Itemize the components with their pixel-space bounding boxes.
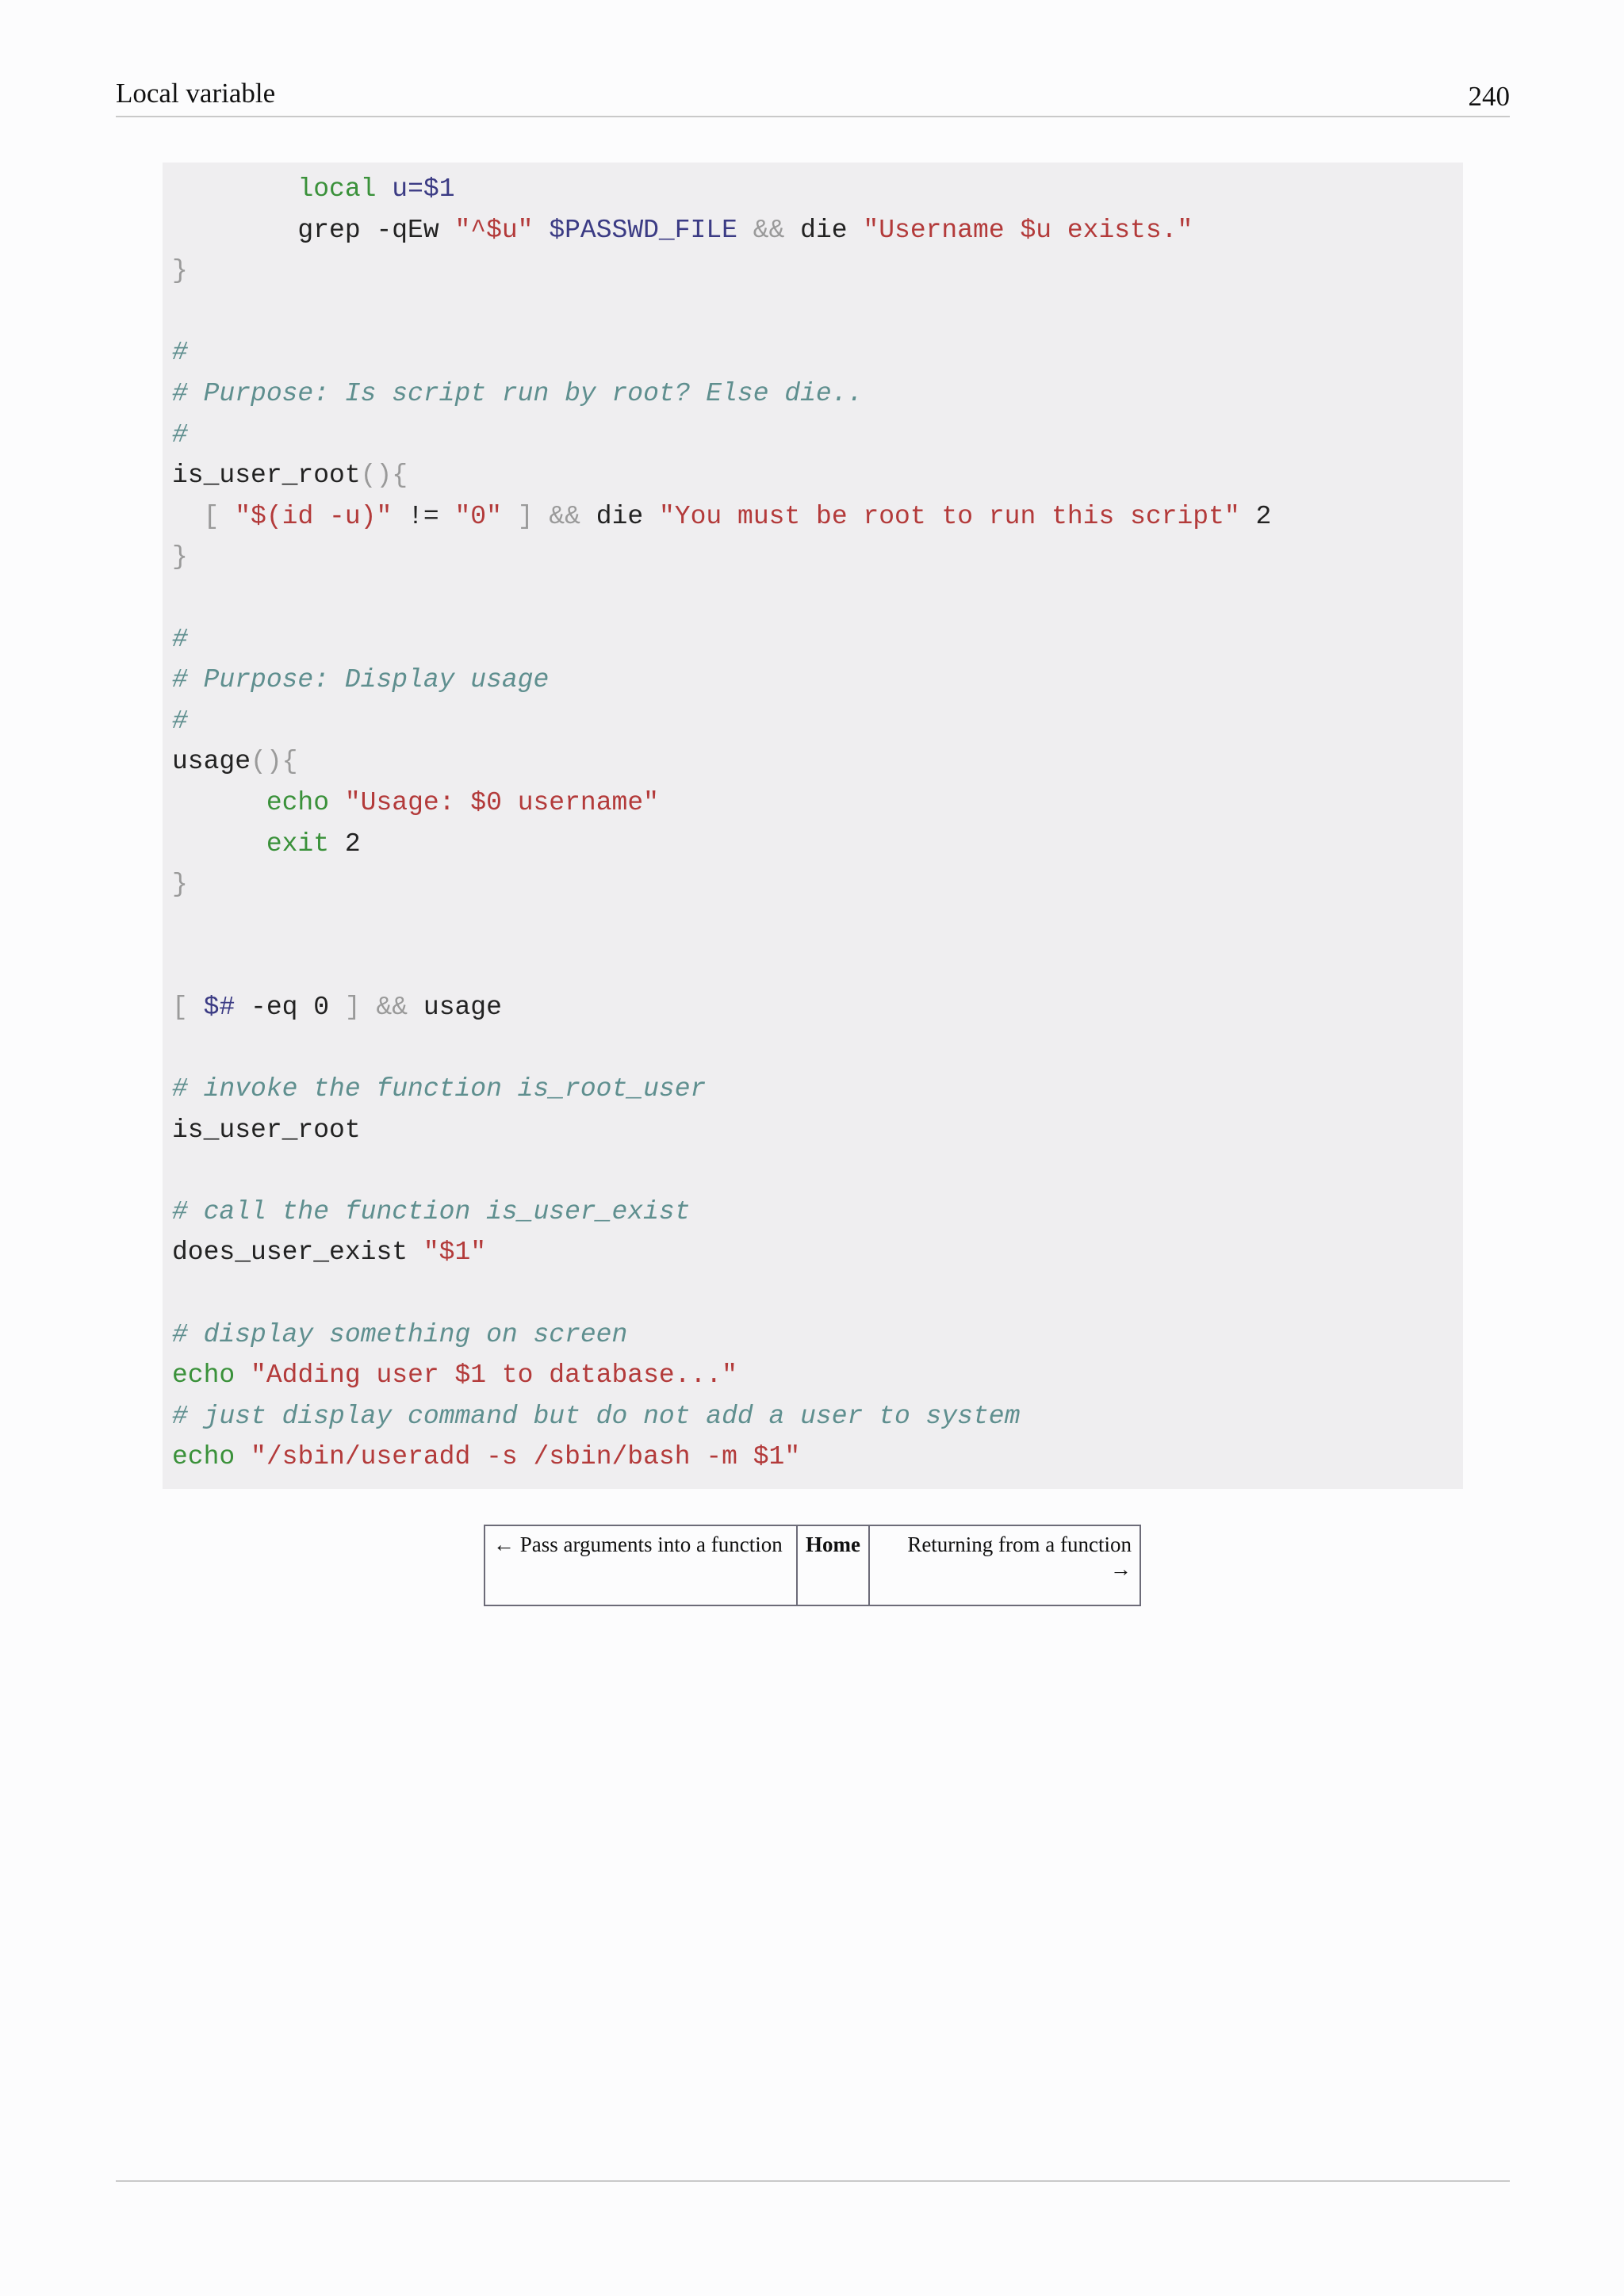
code-token: != <box>392 501 455 531</box>
code-token: usage <box>172 747 251 777</box>
code-line <box>163 1314 1463 1356</box>
code-line <box>163 210 1463 251</box>
code-token <box>361 993 377 1022</box>
code-token: "Usage: $0 username" <box>344 787 659 817</box>
code-token: # invoke the function is_root_user <box>172 1074 707 1104</box>
code-token: usage <box>408 992 502 1022</box>
code-line <box>163 619 1463 660</box>
page-navigation <box>484 1525 1141 1606</box>
code-token <box>172 788 266 817</box>
right-arrow-icon: → <box>1110 1557 1132 1581</box>
code-token: echo <box>172 1360 236 1391</box>
code-token: # Purpose: Is script run by root? Else die.. <box>172 378 864 408</box>
code-line <box>163 864 1463 905</box>
code-token: } <box>172 542 188 572</box>
code-line <box>163 415 1463 456</box>
code-line <box>163 251 1463 292</box>
code-line <box>163 537 1463 578</box>
code-token: 2 <box>1239 501 1272 531</box>
code-line <box>163 1232 1463 1273</box>
code-token: # <box>172 624 188 654</box>
page-title: Local variable <box>116 78 276 109</box>
code-line <box>163 1396 1463 1437</box>
code-line <box>163 169 1463 210</box>
code-line <box>163 292 1463 333</box>
code-token <box>502 502 518 531</box>
code-line <box>163 1355 1463 1396</box>
code-token <box>737 216 753 245</box>
code-token: && <box>549 501 580 531</box>
code-line <box>163 701 1463 742</box>
code-token: "$(id -u)" <box>235 501 393 531</box>
home-link[interactable]: Home <box>798 1526 870 1605</box>
next-page-label: Returning from a function <box>907 1533 1132 1556</box>
code-token: [ <box>172 992 188 1022</box>
footer-rule <box>116 2180 1510 2182</box>
code-token <box>329 788 345 817</box>
code-token <box>235 1442 251 1471</box>
code-token: $# <box>203 992 236 1022</box>
code-token <box>219 502 235 531</box>
prev-page-link[interactable]: ← Pass arguments into a function <box>485 1526 798 1605</box>
code-token: "0" <box>454 501 502 531</box>
code-token: # display something on screen <box>172 1319 628 1349</box>
code-block <box>163 163 1463 1489</box>
code-token <box>188 993 204 1022</box>
code-token: "$1" <box>423 1238 487 1268</box>
code-line <box>163 946 1463 987</box>
code-token: # <box>172 338 188 368</box>
code-token: # <box>172 706 188 736</box>
code-token: (){ <box>360 461 408 491</box>
code-token: # Purpose: Display usage <box>172 665 550 695</box>
code-token <box>235 1360 251 1390</box>
code-line <box>163 578 1463 619</box>
code-token: -eq 0 <box>235 992 345 1022</box>
code-token: "/sbin/useradd -s /sbin/bash -m $1" <box>251 1442 801 1472</box>
code-token: # just display command but do not add a user to system <box>172 1401 1021 1431</box>
code-token: u=$1 <box>392 174 455 204</box>
code-token: # <box>172 419 188 450</box>
code-token: die <box>784 215 864 245</box>
code-token: } <box>172 870 188 900</box>
code-token <box>172 829 266 859</box>
code-token: && <box>753 215 785 245</box>
code-token: die <box>580 501 659 531</box>
code-token: echo <box>266 787 330 817</box>
code-token: local <box>297 174 377 204</box>
code-line <box>163 1150 1463 1192</box>
code-token: ] <box>517 501 534 531</box>
code-token: exit <box>266 828 330 859</box>
code-line <box>163 741 1463 783</box>
code-line <box>163 496 1463 538</box>
code-token: "Adding user $1 to database..." <box>251 1360 737 1391</box>
code-line <box>163 1437 1463 1478</box>
code-token: $PASSWD_FILE <box>549 215 737 245</box>
code-token: (){ <box>251 747 298 777</box>
code-token: ] <box>344 992 361 1022</box>
page-number: 240 <box>1468 81 1510 112</box>
code-token: # call the function is_user_exist <box>172 1196 691 1226</box>
code-line <box>163 987 1463 1028</box>
code-token: does_user_exist <box>172 1238 423 1268</box>
code-token: echo <box>172 1442 236 1472</box>
code-line <box>163 1027 1463 1069</box>
code-token: } <box>172 256 188 286</box>
code-line <box>163 1192 1463 1233</box>
code-token <box>172 174 297 204</box>
code-line <box>163 1273 1463 1314</box>
code-token: is_user_root <box>172 1115 361 1145</box>
code-token: "Username $u exists." <box>863 215 1193 245</box>
code-token: grep -qEw <box>172 215 455 245</box>
code-line <box>163 332 1463 373</box>
code-line <box>163 1069 1463 1110</box>
page-header <box>116 76 1510 117</box>
code-token: && <box>376 992 408 1022</box>
code-token: "You must be root to run this script" <box>659 501 1240 531</box>
code-token <box>534 502 550 531</box>
code-token: [ <box>203 501 220 531</box>
next-page-link[interactable] <box>870 1526 1139 1605</box>
code-line <box>163 1110 1463 1151</box>
code-token <box>534 216 550 245</box>
code-token: 2 <box>329 828 361 859</box>
code-line <box>163 824 1463 865</box>
code-line <box>163 783 1463 824</box>
code-token: "^$u" <box>454 215 534 245</box>
code-line <box>163 373 1463 415</box>
code-line <box>163 455 1463 496</box>
code-token <box>172 502 204 531</box>
code-line <box>163 905 1463 947</box>
code-token <box>376 174 392 204</box>
code-line <box>163 660 1463 701</box>
code-token: is_user_root <box>172 461 361 491</box>
